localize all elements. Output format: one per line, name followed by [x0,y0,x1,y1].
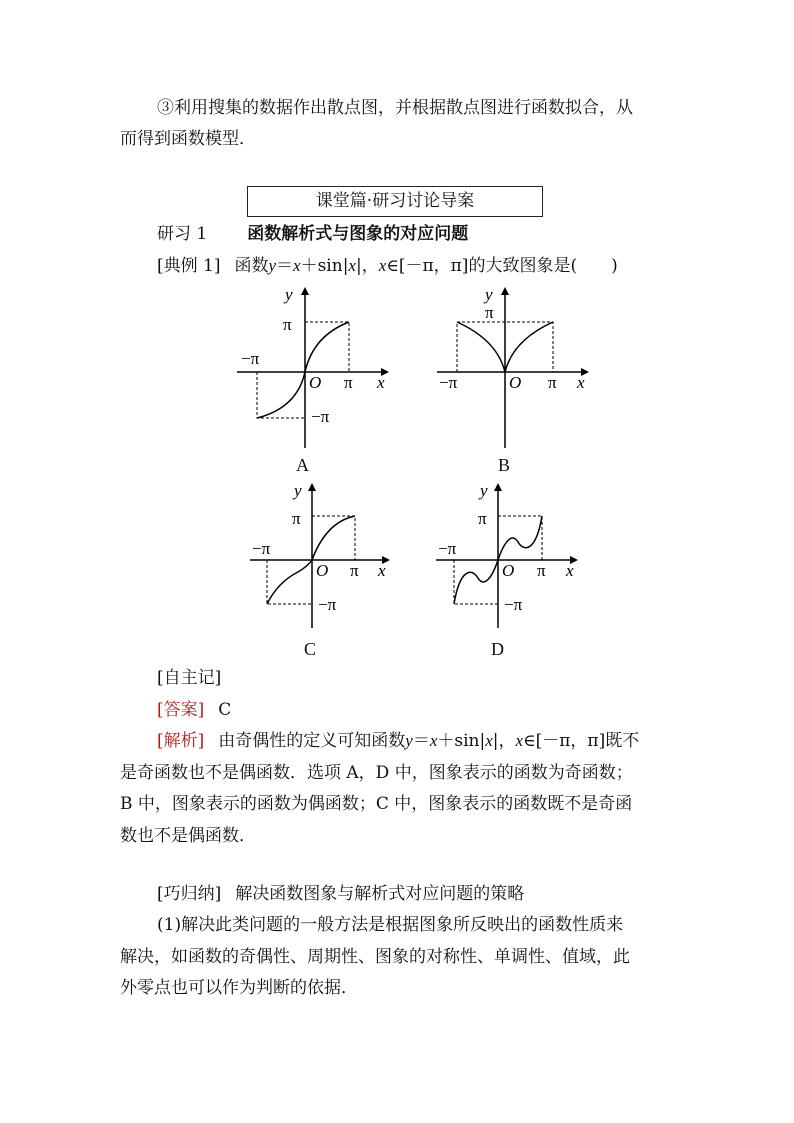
self-note: [自主记] [157,668,222,688]
analysis-bar: |， [492,731,516,751]
graph-c-x-label: x [378,561,386,580]
analysis-eq: ＝ [412,731,430,751]
graph-b-pi-x: π [548,373,557,392]
graph-d-pi-x: π [537,561,546,580]
analysis-x3: x [515,731,524,750]
example-eq: ＝ [276,256,294,276]
graph-c-y-label: y [294,481,302,500]
graph-c-y-arrow [308,483,316,491]
graph-c-origin: O [316,561,329,580]
graph-d-x-label: x [566,561,574,580]
topic-heading [157,223,468,245]
graph-b-x-label: x [577,373,585,392]
example-domain: ∈[－π，π]的大致图象是( ) [386,256,618,276]
graph-d-neg-pi-y: −π [504,595,523,614]
graph-b-label: B [498,455,511,475]
graph-d-y-label: y [480,481,488,500]
summary-tag: [巧归纳] [157,884,222,904]
example-pre: 函数 [234,256,269,276]
analysis-x2: x [485,731,493,750]
graph-b-y-arrow [501,287,509,295]
summary-heading [157,883,524,905]
graph-b-origin: O [509,373,522,392]
example-bar: |， [355,256,379,276]
analysis-x1: x [429,731,438,750]
graph-a-y-label: y [285,285,293,304]
graph-d-neg-pi-x: −π [438,539,457,558]
summary-p1-line-2: 解决，如函数的奇偶性、周期性、图象的对称性、单调性、值域，此 [120,947,630,967]
answer-value: C [218,700,232,720]
graph-d-origin: O [502,561,515,580]
graph-a-dash-bottom [257,372,305,418]
section-box: 课堂篇·研习讨论导案 [247,186,543,217]
graph-a-curve [257,322,349,418]
graph-a-pi-x: π [344,373,353,392]
example-x1: x [293,256,301,275]
intro-line-1: ③利用搜集的数据作出散点图，并根据散点图进行函数拟合，从 [157,98,633,118]
graph-d-pi-y: π [478,509,487,528]
graph-a [237,282,395,450]
example-y: y [268,256,277,275]
analysis-line-4: 数也不是偶函数． [120,826,256,846]
graph-c-neg-pi-y: −π [318,595,337,614]
graph-a-origin: O [309,373,322,392]
analysis-l1-post: ∈[－π，π]既不 [523,731,640,751]
graph-c [250,478,398,630]
graph-c-neg-pi-x: −π [252,539,271,558]
analysis-plus: ＋sin| [437,731,486,751]
graph-a-pi-y: π [283,315,292,334]
analysis-tag: [解析] [157,731,205,751]
analysis-y: y [405,731,413,750]
graph-a-dash-top [305,322,349,372]
analysis-l1-pre: 由奇偶性的定义可知函数 [218,731,406,751]
summary-title: 解决函数图象与解析式对应问题的策略 [235,884,525,904]
graph-b-neg-pi-x: −π [439,373,458,392]
graph-c-pi-y: π [292,509,301,528]
answer-line [157,699,231,721]
intro-line-2: 而得到函数模型． [120,129,256,149]
graph-a-neg-pi-y: −π [311,407,330,426]
graph-c-pi-x: π [350,561,359,580]
graph-d-label: D [491,639,504,659]
answer-tag: [答案] [157,700,205,720]
example-question [157,255,618,277]
graph-c-label: C [304,639,317,659]
topic-title: 函数解析式与图象的对应问题 [247,224,469,244]
graph-a-label: A [296,455,309,475]
graph-b-y-label: y [485,285,493,304]
graph-a-x-label: x [377,373,385,392]
graph-a-neg-pi-x: −π [241,349,260,368]
graph-d [436,478,586,630]
example-x2: x [348,256,356,275]
summary-p1-line-1: (1)解决此类问题的一般方法是根据图象所反映出的函数性质来 [157,915,624,935]
analysis-line-3: B 中，图象表示的函数为偶函数；C 中，图象表示的函数既不是奇函 [120,794,633,814]
graph-d-y-arrow [494,483,502,491]
example-tag: [典例 1] [157,256,221,276]
graph-b [437,282,595,450]
example-plus: ＋sin| [300,256,349,276]
graph-c-dash-top [312,516,355,560]
analysis-line-1 [157,730,639,752]
graph-b-pi-y: π [485,303,494,322]
example-x3: x [378,256,387,275]
topic-label: 研习 1 [157,224,208,244]
summary-p1-line-3: 外零点也可以作为判断的依据． [120,978,358,998]
analysis-line-2: 是奇函数也不是偶函数．选项 A，D 中，图象表示的函数为奇函数； [120,763,633,783]
graph-a-y-arrow [301,287,309,295]
